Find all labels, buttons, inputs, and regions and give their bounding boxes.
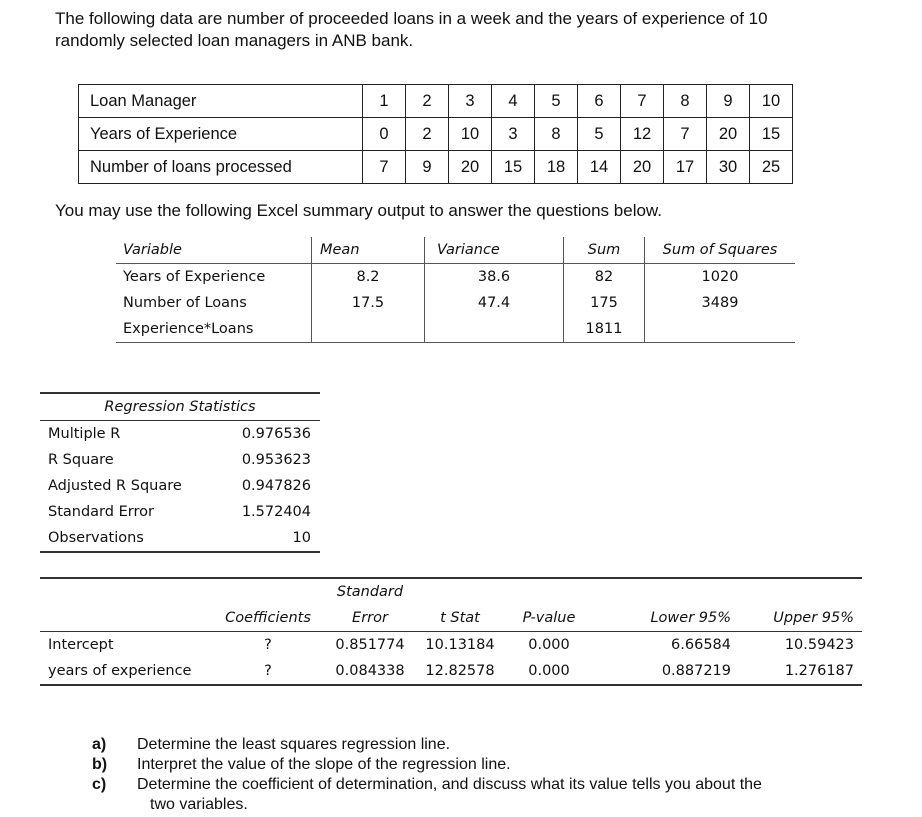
table-cell: 10 [750, 85, 793, 118]
table-header-row [40, 578, 862, 605]
table-cell: 2 [406, 85, 449, 118]
table-cell: 17.5 [312, 290, 425, 316]
table-cell: 0.000 [528, 637, 570, 653]
column-header: Upper 95% [739, 605, 862, 632]
table-cell: 30 [707, 151, 750, 184]
row-label: Loan Manager [79, 85, 363, 118]
table-header-row [40, 605, 862, 632]
table-cell: 25 [750, 151, 793, 184]
table-cell: 2 [406, 118, 449, 151]
column-header [40, 605, 213, 632]
table-cell: 4 [492, 85, 535, 118]
question-item [92, 755, 867, 775]
row-label: Number of loans processed [79, 151, 363, 184]
table-cell: ? [213, 658, 323, 685]
question-continuation: two variables. [150, 796, 248, 813]
table-cell: 0.084338 [323, 658, 417, 685]
table-cell: 0.887219 [595, 658, 739, 685]
stat-label: Standard Error [48, 504, 154, 520]
column-header: Standard [323, 578, 417, 605]
table-cell: 1811 [564, 316, 645, 343]
stat-value: 0.976536 [241, 426, 311, 442]
table-cell: years of experience [40, 658, 213, 685]
column-header [595, 578, 739, 605]
regression-statistics-title: Regression Statistics [40, 393, 320, 421]
stat-value: 0.947826 [241, 478, 311, 494]
column-header: P-value [503, 605, 595, 632]
column-header: Coefficients [213, 605, 323, 632]
question-marker: c) [92, 776, 107, 793]
column-header [417, 578, 503, 605]
column-header [739, 578, 862, 605]
table-row [40, 525, 320, 552]
table-cell: 6.66584 [671, 637, 731, 653]
column-header: Variable [116, 237, 312, 264]
table-row [40, 473, 320, 499]
table-header-row [40, 393, 320, 421]
column-header: Sum of Squares [645, 237, 796, 264]
table-cell: 175 [564, 290, 645, 316]
table-cell: 20 [621, 151, 664, 184]
table-cell: 17 [664, 151, 707, 184]
table-cell: Years of Experience [116, 264, 312, 291]
table-row [79, 151, 793, 184]
table-cell: 7 [664, 118, 707, 151]
table-cell: 3489 [701, 295, 739, 311]
column-header [213, 578, 323, 605]
table-cell: 38.6 [425, 264, 564, 291]
table-cell: 0.851774 [335, 637, 405, 653]
table-cell: 18 [535, 151, 578, 184]
table-cell: 14 [578, 151, 621, 184]
table-row [40, 658, 862, 685]
table-row [116, 264, 795, 291]
summary-output-table [116, 237, 795, 343]
table-cell: 12.82578 [417, 658, 503, 685]
table-row [116, 316, 795, 343]
table-cell [425, 316, 564, 343]
table-cell: 3 [492, 118, 535, 151]
table-cell: Intercept [48, 637, 114, 653]
intro-line-1: The following data are number of proceeded loans in a week and the years of experience of 10 [55, 9, 768, 28]
column-header: Sum [564, 237, 645, 264]
column-header: t Stat [417, 605, 503, 632]
table-cell: 6 [578, 85, 621, 118]
stat-value: 1.572404 [241, 504, 311, 520]
table-cell: 0 [363, 118, 406, 151]
intro-paragraph [55, 8, 895, 52]
table-cell: 1 [363, 85, 406, 118]
table-cell: 9 [406, 151, 449, 184]
questions-list [92, 735, 867, 815]
question-text: Determine the least squares regression line. [137, 736, 451, 753]
table-cell: 12 [621, 118, 664, 151]
column-header: Variance [425, 237, 564, 264]
table-cell: Experience*Loans [116, 316, 312, 343]
column-header [503, 578, 595, 605]
table-cell: 7 [363, 151, 406, 184]
table-cell: 47.4 [425, 290, 564, 316]
stat-label: Adjusted R Square [48, 478, 182, 494]
table-cell [312, 316, 425, 343]
table-cell: ? [264, 637, 272, 653]
stat-label: Observations [40, 525, 223, 552]
table-cell: 1020 [701, 269, 739, 285]
table-cell: 20 [449, 151, 492, 184]
table-row [79, 85, 793, 118]
column-header: Mean [312, 237, 425, 264]
stat-label: Multiple R [48, 426, 121, 442]
coefficients-table [40, 577, 862, 686]
table-cell: 10 [449, 118, 492, 151]
table-cell: 15 [492, 151, 535, 184]
intro-line-2: randomly selected loan managers in ANB bank. [55, 31, 414, 50]
table-row [40, 421, 320, 448]
question-marker: b) [92, 756, 108, 773]
table-row [79, 118, 793, 151]
table-cell: 7 [621, 85, 664, 118]
table-cell: 5 [535, 85, 578, 118]
table-cell: 8.2 [312, 264, 425, 291]
stat-value: 10 [223, 525, 320, 552]
table-cell: 8 [535, 118, 578, 151]
table-cell [645, 316, 796, 343]
question-item [92, 775, 867, 795]
loan-data-table [78, 84, 793, 184]
regression-statistics-table [40, 392, 320, 553]
table-cell: 8 [664, 85, 707, 118]
column-header: Error [323, 605, 417, 632]
question-item [92, 735, 867, 755]
table-cell: 3 [449, 85, 492, 118]
question-marker: a) [92, 736, 107, 753]
table-cell: 10.13184 [425, 637, 495, 653]
table-row [40, 447, 320, 473]
row-label: Years of Experience [79, 118, 363, 151]
table-cell: 5 [578, 118, 621, 151]
table-cell: 1.276187 [739, 658, 862, 685]
stat-label: R Square [48, 452, 114, 468]
table-cell: 0.000 [503, 658, 595, 685]
question-text: Interpret the value of the slope of the regression line. [137, 756, 511, 773]
table-row [116, 290, 795, 316]
table-cell: 82 [564, 264, 645, 291]
table-cell: 20 [707, 118, 750, 151]
table-cell: 15 [750, 118, 793, 151]
column-header [40, 578, 213, 605]
table-row [40, 632, 862, 659]
column-header: Lower 95% [595, 605, 739, 632]
instruction-line: You may use the following Excel summary output to answer the questions below. [55, 201, 662, 220]
question-text: Determine the coefficient of determination, and discuss what its value tells you about the [137, 776, 762, 793]
table-cell: 9 [707, 85, 750, 118]
stat-value: 0.953623 [241, 452, 311, 468]
table-cell: 10.59423 [784, 637, 854, 653]
table-row [40, 499, 320, 525]
table-cell: Number of Loans [116, 290, 312, 316]
table-header-row [116, 237, 795, 264]
